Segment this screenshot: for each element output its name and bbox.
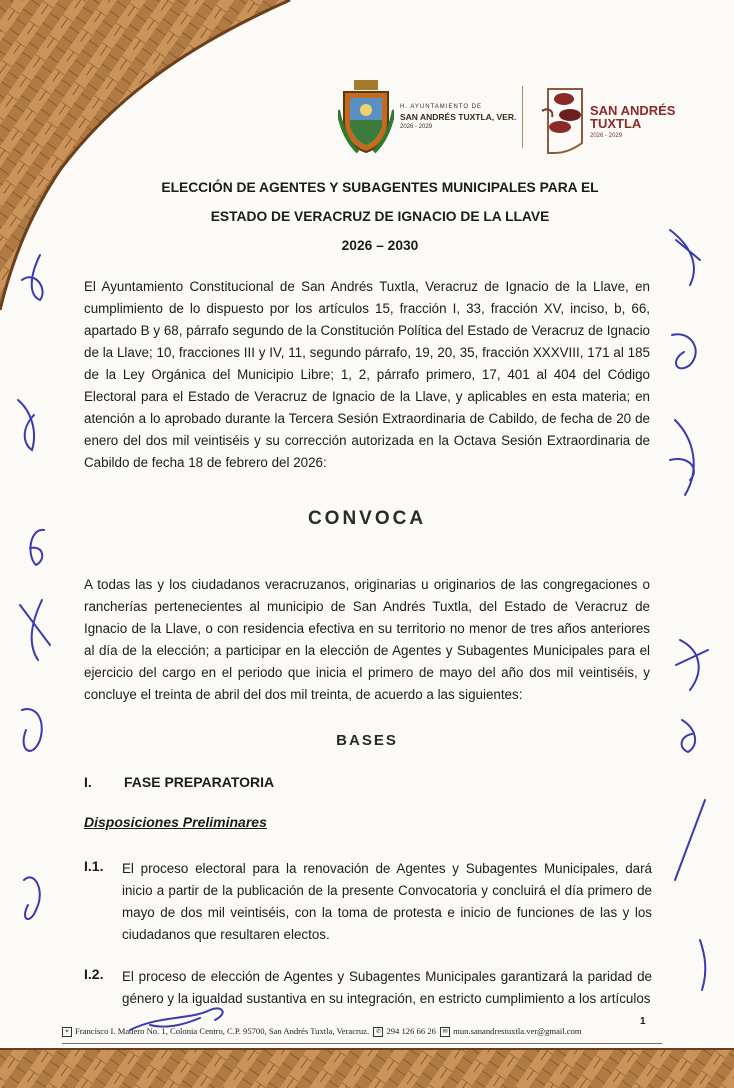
header-divider bbox=[522, 86, 523, 148]
bases-heading: BASES bbox=[336, 732, 398, 749]
brand-wordmark bbox=[590, 104, 675, 143]
brand-years: 2026 - 2029 bbox=[590, 133, 623, 139]
item-text: El proceso de elección de Agentes y Subagentes Municipales garantizará la paridad de género y la igualdad sustantiva en su integración, en estricto cumplimiento a los artículos bbox=[122, 969, 652, 1006]
footer bbox=[62, 1026, 662, 1042]
page-number: 1 bbox=[640, 1016, 646, 1027]
email-icon: ✉ bbox=[440, 1027, 450, 1037]
item-number: I.2. bbox=[84, 966, 104, 982]
brand-line2: TUXTLA bbox=[590, 116, 642, 131]
convoca-heading: CONVOCA bbox=[307, 508, 427, 529]
footer-address: Francisco I. Madero No. 1, Colonia Centro, C.P. 95700, San Andrés Tuxtla, Veracruz. bbox=[75, 1026, 370, 1036]
subsection-heading: Disposiciones Preliminares bbox=[84, 814, 267, 830]
san-andres-tuxtla-emblem-logo bbox=[540, 85, 590, 155]
footer-phone: 294 126 66 26 bbox=[386, 1026, 436, 1036]
ayuntamiento-line3: 2026 - 2029 bbox=[400, 124, 433, 130]
title-line2: ESTADO DE VERACRUZ DE IGNACIO DE LA LLAVE bbox=[210, 209, 550, 224]
title-line1: ELECCIÓN DE AGENTES Y SUBAGENTES MUNICIPALES PARA EL bbox=[161, 180, 599, 195]
section-title: FASE PREPARATORIA bbox=[124, 774, 275, 790]
woven-bottom-band bbox=[0, 1048, 734, 1088]
brand-line1: SAN ANDRÉS bbox=[590, 103, 676, 118]
ayuntamiento-label bbox=[400, 102, 516, 132]
location-icon: ⌖ bbox=[62, 1027, 72, 1037]
intro-paragraph: El Ayuntamiento Constitucional de San Andrés Tuxtla, Veracruz de Ignacio de la Llave, en cumplimiento de lo dispuesto por los artículos 15, fracción I, 33, fracción XV, inciso, b, 66, apartado B y 68, párrafo segundo de la Constitución Política del Estado de Veracruz de Ignacio de la Llave; 10, fracciones III y IV, 11, segundo párrafo, 19, 20, 35, fracción XXXVIII, 171 al 185 de la Ley Orgánica del Municipio Libre; 1, 2, párrafo primero, 17, 401 al 404 del Código Electoral para el Estado de Veracruz de Ignacio de la Llave, y aplicables en esta materia; en atención a lo aprobado durante la Tercera Sesión Extraordinaria de Cabildo, de fecha de 20 de enero del dos mil veintiséis y su corrección autorizada en la Octava Sesión Extraordinaria de Cabildo de fecha 18 de febrero del 2026: bbox=[84, 279, 650, 470]
item-text: El proceso electoral para la renovación de Agentes y Subagentes Municipales, dará inicio a partir de la publicación de la presente Convocatoria y concluirá el día primero de mayo de dos mil veintiséis, con la toma de protesta e inicio de funciones de las y los ciudadanos que resultaren electos. bbox=[122, 861, 652, 942]
letterhead bbox=[338, 80, 678, 160]
footer-rule bbox=[62, 1043, 662, 1044]
ayuntamiento-line1: H. AYUNTAMIENTO DE bbox=[400, 104, 483, 110]
call-paragraph: A todas las y los ciudadanos veracruzanos, originarias u originarios de las congregaciones o rancherías pertenecientes al municipio de San Andrés Tuxtla, del Estado de Veracruz de Ignacio de la Llave, o con residencia efectiva en su territorio no menor de tres años anteriores al día de la elección; a participar en la elección de Agentes y Subagentes Municipales para el ejercicio del cargo en el periodo que inicia el primero de mayo del año dos mil veintiséis, y concluye el treinta de abril del dos mil treinta, de acuerdo a las siguientes: bbox=[84, 577, 650, 702]
footer-email: mun.sanandrestuxtla.ver@gmail.com bbox=[453, 1026, 582, 1036]
section-number: I. bbox=[84, 774, 92, 790]
item-number: I.1. bbox=[84, 858, 104, 874]
title-line3: 2026 – 2030 bbox=[341, 238, 419, 253]
ayuntamiento-line2: SAN ANDRÉS TUXTLA, VER. bbox=[400, 112, 517, 122]
municipal-crest-logo bbox=[338, 80, 394, 154]
woven-corner-decoration bbox=[0, 0, 300, 320]
phone-icon: ✆ bbox=[373, 1027, 383, 1037]
